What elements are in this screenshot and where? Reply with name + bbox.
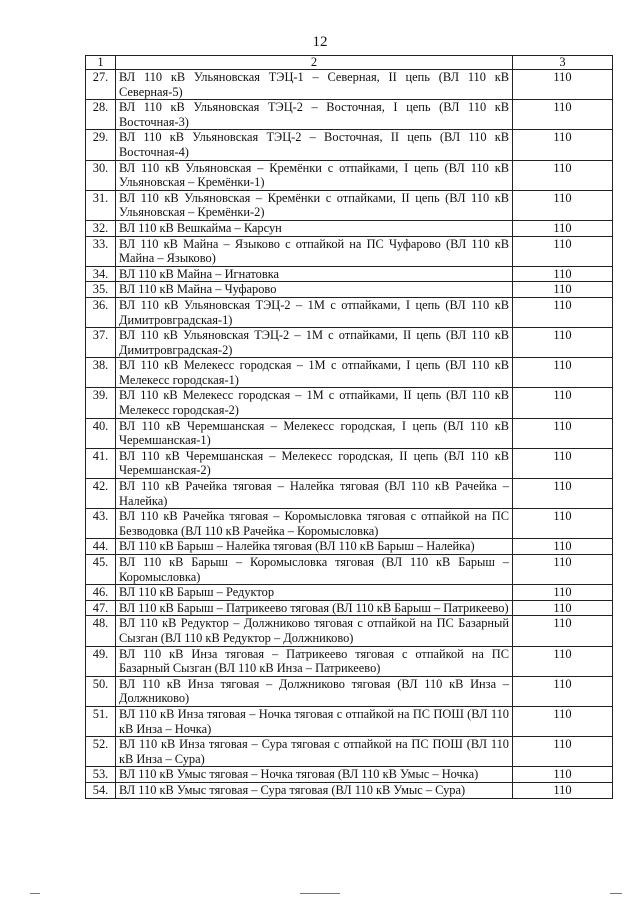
row-number: 27.	[86, 70, 116, 100]
line-name: ВЛ 110 кВ Умыс тяговая – Сура тяговая (ВЛ 110 кВ Умыс – Сура)	[116, 782, 513, 798]
voltage-kv: 110	[513, 539, 613, 555]
table-row	[86, 358, 613, 388]
header-col-3: 3	[513, 56, 613, 70]
row-number: 37.	[86, 328, 116, 358]
line-name: ВЛ 110 кВ Ульяновская – Кремёнки с отпайками, II цепь (ВЛ 110 кВ Ульяновская – Кремёнки-2)	[116, 190, 513, 220]
row-number: 48.	[86, 616, 116, 646]
table-row	[86, 448, 613, 478]
line-name: ВЛ 110 кВ Рачейка тяговая – Налейка тяговая (ВЛ 110 кВ Рачейка – Налейка)	[116, 479, 513, 509]
row-number: 44.	[86, 539, 116, 555]
line-name: ВЛ 110 кВ Ульяновская ТЭЦ-2 – 1М с отпайками, I цепь (ВЛ 110 кВ Димитровградская-1)	[116, 297, 513, 327]
line-name: ВЛ 110 кВ Мелекесс городская – 1М с отпайками, II цепь (ВЛ 110 кВ Мелекесс городская-2)	[116, 388, 513, 418]
scan-footer-marks	[0, 893, 640, 897]
voltage-kv: 110	[513, 448, 613, 478]
line-name: ВЛ 110 кВ Ульяновская ТЭЦ-1 – Северная, II цепь (ВЛ 110 кВ Северная-5)	[116, 70, 513, 100]
line-name: ВЛ 110 кВ Черемшанская – Мелекесс городская, II цепь (ВЛ 110 кВ Черемшанская-2)	[116, 448, 513, 478]
voltage-kv: 110	[513, 297, 613, 327]
voltage-kv: 110	[513, 509, 613, 539]
row-number: 31.	[86, 190, 116, 220]
voltage-kv: 110	[513, 282, 613, 298]
line-name: ВЛ 110 кВ Ульяновская ТЭЦ-2 – Восточная, I цепь (ВЛ 110 кВ Восточная-3)	[116, 100, 513, 130]
voltage-kv: 110	[513, 418, 613, 448]
voltage-kv: 110	[513, 358, 613, 388]
row-number: 47.	[86, 600, 116, 616]
table-row	[86, 100, 613, 130]
voltage-kv: 110	[513, 100, 613, 130]
power-lines-table	[85, 55, 613, 799]
voltage-kv: 110	[513, 388, 613, 418]
row-number: 29.	[86, 130, 116, 160]
row-number: 36.	[86, 297, 116, 327]
row-number: 35.	[86, 282, 116, 298]
table-row	[86, 585, 613, 601]
row-number: 28.	[86, 100, 116, 130]
line-name: ВЛ 110 кВ Барыш – Коромысловка тяговая (ВЛ 110 кВ Барыш – Коромысловка)	[116, 555, 513, 585]
voltage-kv: 110	[513, 585, 613, 601]
line-name: ВЛ 110 кВ Ульяновская ТЭЦ-2 – Восточная, II цепь (ВЛ 110 кВ Восточная-4)	[116, 130, 513, 160]
voltage-kv: 110	[513, 706, 613, 736]
line-name: ВЛ 110 кВ Инза тяговая – Должниково тяговая (ВЛ 110 кВ Инза – Должниково)	[116, 676, 513, 706]
row-number: 32.	[86, 220, 116, 236]
table-row	[86, 676, 613, 706]
table-row	[86, 706, 613, 736]
line-name: ВЛ 110 кВ Инза тяговая – Ночка тяговая с отпайкой на ПС ПОШ (ВЛ 110 кВ Инза – Ночка)	[116, 706, 513, 736]
voltage-kv: 110	[513, 616, 613, 646]
table-row	[86, 236, 613, 266]
header-col-1: 1	[86, 56, 116, 70]
table-row	[86, 737, 613, 767]
row-number: 39.	[86, 388, 116, 418]
row-number: 30.	[86, 160, 116, 190]
page-number: 12	[312, 34, 328, 50]
voltage-kv: 110	[513, 600, 613, 616]
voltage-kv: 110	[513, 479, 613, 509]
line-name: ВЛ 110 кВ Инза тяговая – Патрикеево тяговая с отпайкой на ПС Базарный Сызган (ВЛ 110 кВ Инза – Патрикеево)	[116, 646, 513, 676]
row-number: 38.	[86, 358, 116, 388]
line-name: ВЛ 110 кВ Черемшанская – Мелекесс городская, I цепь (ВЛ 110 кВ Черемшанская-1)	[116, 418, 513, 448]
voltage-kv: 110	[513, 676, 613, 706]
voltage-kv: 110	[513, 328, 613, 358]
voltage-kv: 110	[513, 737, 613, 767]
table-row	[86, 646, 613, 676]
line-name: ВЛ 110 кВ Барыш – Налейка тяговая (ВЛ 110 кВ Барыш – Налейка)	[116, 539, 513, 555]
table-row	[86, 479, 613, 509]
voltage-kv: 110	[513, 767, 613, 783]
line-name: ВЛ 110 кВ Майна – Игнатовка	[116, 266, 513, 282]
line-name: ВЛ 110 кВ Умыс тяговая – Ночка тяговая (ВЛ 110 кВ Умыс – Ночка)	[116, 767, 513, 783]
table-row	[86, 616, 613, 646]
line-name: ВЛ 110 кВ Вешкайма – Карсун	[116, 220, 513, 236]
table-row	[86, 190, 613, 220]
line-name: ВЛ 110 кВ Рачейка тяговая – Коромысловка тяговая с отпайкой на ПС Безводовка (ВЛ 110 кВ Рачейка – Коромысловка)	[116, 509, 513, 539]
voltage-kv: 110	[513, 220, 613, 236]
line-name: ВЛ 110 кВ Майна – Чуфарово	[116, 282, 513, 298]
line-name: ВЛ 110 кВ Ульяновская ТЭЦ-2 – 1М с отпайками, II цепь (ВЛ 110 кВ Димитровградская-2)	[116, 328, 513, 358]
row-number: 51.	[86, 706, 116, 736]
table-row	[86, 509, 613, 539]
voltage-kv: 110	[513, 190, 613, 220]
voltage-kv: 110	[513, 160, 613, 190]
line-name: ВЛ 110 кВ Ульяновская – Кремёнки с отпайками, I цепь (ВЛ 110 кВ Ульяновская – Кремёнки-1)	[116, 160, 513, 190]
row-number: 43.	[86, 509, 116, 539]
row-number: 52.	[86, 737, 116, 767]
voltage-kv: 110	[513, 555, 613, 585]
table-row	[86, 220, 613, 236]
row-number: 42.	[86, 479, 116, 509]
row-number: 46.	[86, 585, 116, 601]
row-number: 53.	[86, 767, 116, 783]
table-row	[86, 130, 613, 160]
line-name: ВЛ 110 кВ Барыш – Редуктор	[116, 585, 513, 601]
table-row	[86, 767, 613, 783]
row-number: 34.	[86, 266, 116, 282]
table-row	[86, 555, 613, 585]
table-row	[86, 782, 613, 798]
line-name: ВЛ 110 кВ Майна – Языково с отпайкой на ПС Чуфарово (ВЛ 110 кВ Майна – Языково)	[116, 236, 513, 266]
table-row	[86, 600, 613, 616]
voltage-kv: 110	[513, 130, 613, 160]
table-row	[86, 266, 613, 282]
row-number: 40.	[86, 418, 116, 448]
header-col-2: 2	[116, 56, 513, 70]
row-number: 45.	[86, 555, 116, 585]
table-header-row	[86, 56, 613, 70]
row-number: 50.	[86, 676, 116, 706]
row-number: 54.	[86, 782, 116, 798]
voltage-kv: 110	[513, 266, 613, 282]
line-name: ВЛ 110 кВ Инза тяговая – Сура тяговая с отпайкой на ПС ПОШ (ВЛ 110 кВ Инза – Сура)	[116, 737, 513, 767]
table-row	[86, 388, 613, 418]
table-row	[86, 160, 613, 190]
line-name: ВЛ 110 кВ Мелекесс городская – 1М с отпайками, I цепь (ВЛ 110 кВ Мелекесс городская-1)	[116, 358, 513, 388]
table-row	[86, 328, 613, 358]
voltage-kv: 110	[513, 646, 613, 676]
line-name: ВЛ 110 кВ Барыш – Патрикеево тяговая (ВЛ 110 кВ Барыш – Патрикеево)	[116, 600, 513, 616]
table-row	[86, 539, 613, 555]
table-row	[86, 70, 613, 100]
row-number: 49.	[86, 646, 116, 676]
table-row	[86, 418, 613, 448]
voltage-kv: 110	[513, 236, 613, 266]
voltage-kv: 110	[513, 782, 613, 798]
table-row	[86, 282, 613, 298]
voltage-kv: 110	[513, 70, 613, 100]
row-number: 33.	[86, 236, 116, 266]
line-name: ВЛ 110 кВ Редуктор – Должниково тяговая с отпайкой на ПС Базарный Сызган (ВЛ 110 кВ Редуктор – Должниково)	[116, 616, 513, 646]
row-number: 41.	[86, 448, 116, 478]
table-row	[86, 297, 613, 327]
